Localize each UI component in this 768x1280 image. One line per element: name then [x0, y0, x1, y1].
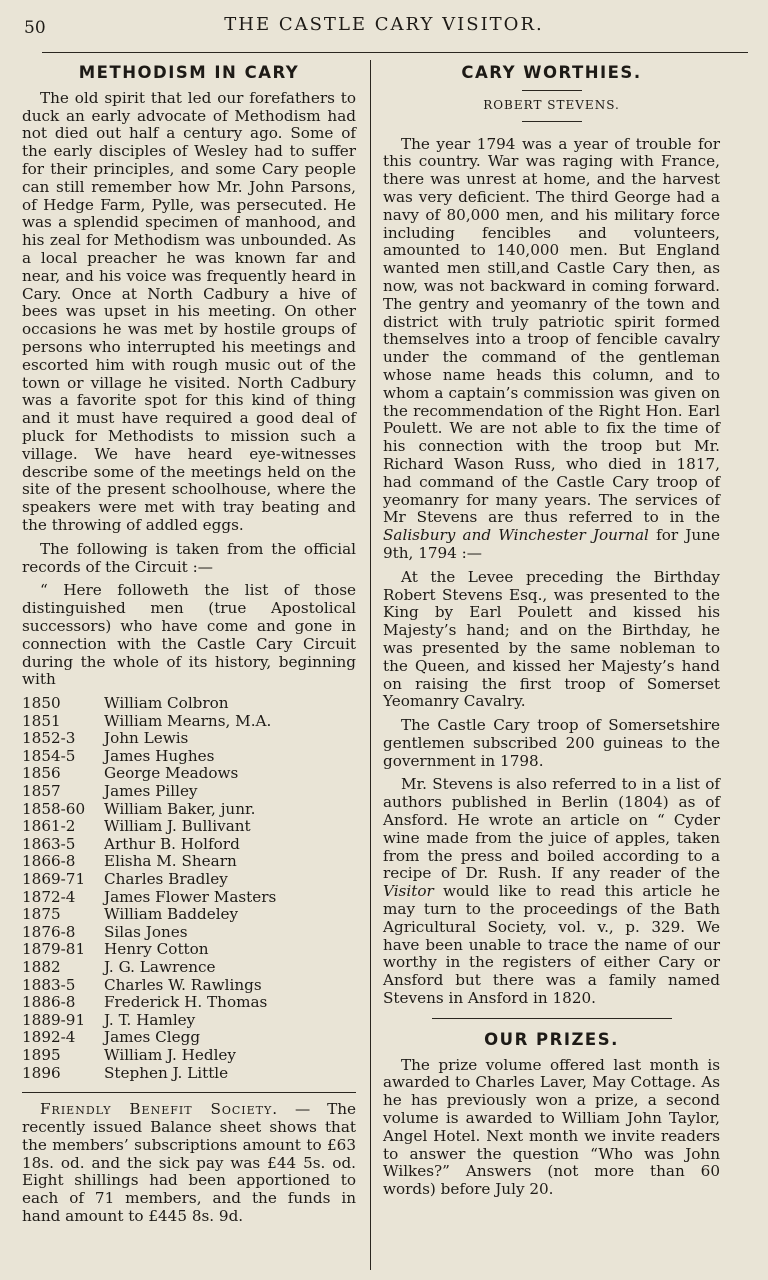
worthies-paragraph: [383, 776, 720, 1007]
minister-year: 1858-60: [22, 799, 86, 818]
list-item: [22, 977, 356, 995]
minister-year: 1895: [22, 1045, 61, 1064]
minister-year: 1861-2: [22, 817, 76, 836]
paragraph-text: Mr. Stevens is also referred to in a list of authors published in Berlin (1804) as of Ansford. He wrote an article on “ Cyder wine made from the juice of apples, taken from the press and boiled according to a recipe of Dr. Rush. If any reader of the: [383, 775, 720, 883]
list-item: [22, 783, 356, 801]
prizes-title: OUR PRIZES.: [484, 1029, 619, 1049]
list-item: [22, 801, 356, 819]
prizes-paragraph: The prize volume offered last month is awarded to Charles Laver, May Cottage. As he has previously won a prize, a second volume is awarded to William John Taylor, Angel Hotel. Next month we invite readers to answer the question “Who was John Wilkes?” Answers (not more than 60 words) before July 20.: [383, 1055, 720, 1199]
minister-name: Silas Jones: [104, 922, 188, 941]
column-divider: [370, 60, 371, 1270]
paragraph-text: for June 9th, 1794 :—: [383, 526, 720, 562]
minister-year: 1863-5: [22, 834, 76, 853]
minister-name: Henry Cotton: [104, 940, 209, 959]
worthies-subtitle: ROBERT STEVENS.: [483, 97, 620, 112]
list-item: [22, 748, 356, 766]
left-column: [22, 62, 356, 1232]
minister-name: Frederick H. Thomas: [104, 993, 268, 1012]
friendly-society-heading: Friendly Benefit Society.: [40, 1100, 279, 1119]
worthies-paragraph: At the Levee preceding the Birthday Robert Stevens Esq., was presented to the King by Earl Poulett and kissed his Majesty’s hand; and on the Birthday, he was presented by the same nobleman to the Queen, and kissed her Majesty’s hand on raising the first troop of Somerset Yeomanry Cavalry.: [383, 567, 720, 711]
minister-year: 1889-91: [22, 1010, 86, 1029]
right-column: [383, 62, 720, 1205]
journal-title: Salisbury and Winchester Journal: [383, 526, 649, 545]
section-rule: [432, 1018, 672, 1019]
minister-year: 1850: [22, 694, 61, 713]
minister-year: 1896: [22, 1063, 61, 1082]
minister-year: 1883-5: [22, 975, 76, 994]
minister-year: 1857: [22, 782, 61, 801]
minister-name: Elisha M. Shearn: [104, 852, 237, 871]
list-item: [22, 941, 356, 959]
minister-name: James Flower Masters: [104, 887, 277, 906]
list-item: [22, 1012, 356, 1030]
minister-name: James Pilley: [104, 782, 198, 801]
minister-year: 1875: [22, 905, 61, 924]
methodism-paragraph: The old spirit that led our forefathers to duck an early advocate of Methodism had not died out half a century ago. Some of the early disciples of Wesley had to suffer for their principles, and some Cary people can still remember how Mr. John Parsons, of Hedge Farm, Pylle, was persecuted. He was a splendid specimen of manhood, and his zeal for Methodism was unbounded. As a local preacher he was known far and near, and his voice was frequently heard in Cary. Once at North Cadbury a hive of bees was upset in his meeting. On other occasions he was met by hostile groups of persons who interrupted his meetings and escorted him with rough music out of the town or village he visited. North Cadbury was a favorite spot for this kind of thing and it must have required a good deal of pluck for Methodists to mission such a village. We have heard eye-witnesses describe some of the meetings held on the site of the present schoolhouse, where the speakers were met with tray beating and the throwing of addled eggs.: [22, 88, 356, 534]
minister-name: William Mearns, M.A.: [104, 711, 272, 730]
minister-year: 1876-8: [22, 922, 76, 941]
friendly-society-paragraph: [22, 1101, 356, 1226]
list-item: [22, 836, 356, 854]
list-item: [22, 959, 356, 977]
ministers-list: [22, 695, 356, 1082]
minister-year: 1852-3: [22, 729, 76, 748]
minister-name: Arthur B. Holford: [104, 834, 240, 853]
header-rule: [42, 52, 748, 53]
list-item: [22, 994, 356, 1012]
minister-year: 1882: [22, 958, 61, 976]
list-item: [22, 906, 356, 924]
list-item: [22, 1065, 356, 1083]
worthies-paragraph: [383, 136, 720, 563]
minister-year: 1879-81: [22, 940, 86, 959]
minister-name: James Clegg: [104, 1028, 201, 1047]
minister-name: J. G. Lawrence: [104, 958, 216, 976]
methodism-paragraph: The following is taken from the official records of the Circuit :—: [22, 539, 356, 576]
minister-year: 1872-4: [22, 887, 76, 906]
subtitle-rule: [522, 121, 582, 122]
paragraph-text: would like to read this article he may turn to the proceedings of the Bath Agricultural Society, vol. v., p. 329. We have been unable to trace the name of our worthy in the registers of either Cary or Ansford but there was a family named Stevens in Ansford in 1820.: [383, 882, 720, 1008]
list-item: [22, 871, 356, 889]
minister-year: 1856: [22, 764, 61, 783]
minister-name: William Baker, junr.: [104, 799, 256, 818]
minister-name: John Lewis: [104, 729, 189, 748]
minister-name: George Meadows: [104, 764, 239, 783]
friendly-society-text: — The recently issued Balance sheet shows that the members’ subscriptions amount to £63 18s. od. and the sick pay was £44 5s. od. Eight shillings had been apportioned to each of 71 members, and the funds in hand amount to £445 8s. 9d.: [22, 1100, 356, 1225]
friendly-society-notice: [22, 1092, 356, 1226]
worthies-paragraph: The Castle Cary troop of Somersetshire gentlemen subscribed 200 guineas to the government in 1798.: [383, 716, 720, 770]
running-title: THE CASTLE CARY VISITOR.: [224, 14, 544, 35]
minister-year: 1866-8: [22, 852, 76, 871]
list-item: [22, 924, 356, 942]
minister-year: 1851: [22, 711, 61, 730]
minister-year: 1854-5: [22, 746, 76, 765]
methodism-title: METHODISM IN CARY: [78, 63, 300, 82]
visitor-title: Visitor: [383, 882, 434, 901]
minister-name: William Colbron: [104, 694, 229, 713]
list-item: [22, 730, 356, 748]
list-item: [22, 853, 356, 871]
methodism-paragraph: “ Here followeth the list of those distinguished men (true Apostolical successors) who have come and gone in connection with the Castle Cary Circuit during the whole of its history, beginning with: [22, 581, 356, 689]
list-item: [22, 1029, 356, 1047]
page-number: 50: [24, 18, 46, 38]
list-item: [22, 1047, 356, 1065]
worthies-title: CARY WORTHIES.: [461, 63, 642, 82]
minister-name: Charles Bradley: [104, 870, 228, 889]
list-item: [22, 695, 356, 713]
minister-year: 1892-4: [22, 1028, 76, 1047]
paragraph-text: The year 1794 was a year of trouble for this country. War was raging with France, there was unrest at home, and the harvest was very deficient. The third George had a navy of 80,000 men, and his military force including fencibles and volunteers, amounted to 140,000 men. But England wanted men still,and Castle Cary then, as now, was not backward in coming forward. The gentry and yeomanry of the town and district with truly patriotic spirit formed themselves into a troop of fencible cavalry under the command of the gentleman whose name heads this column, and to whom a captain’s commission was given on the recommendation of the Right Hon. Earl Poulett. We are not able to fix the time of his connection with the troop but Mr. Richard Wason Russ, who died in 1817, had command of the Castle Cary troop of yeomanry for many years. The services of Mr Stevens are thus referred to in the: [383, 134, 720, 527]
list-item: [22, 713, 356, 731]
minister-year: 1886-8: [22, 993, 76, 1012]
minister-name: James Hughes: [104, 746, 215, 765]
minister-name: William Baddeley: [104, 905, 239, 924]
minister-year: 1869-71: [22, 870, 86, 889]
minister-name: Stephen J. Little: [104, 1063, 229, 1082]
list-item: [22, 889, 356, 907]
list-item: [22, 765, 356, 783]
minister-name: William J. Hedley: [104, 1045, 236, 1064]
minister-name: J. T. Hamley: [104, 1010, 196, 1029]
minister-name: William J. Bullivant: [104, 817, 251, 836]
minister-name: Charles W. Rawlings: [104, 975, 262, 994]
list-item: [22, 818, 356, 836]
title-rule: [522, 90, 582, 91]
